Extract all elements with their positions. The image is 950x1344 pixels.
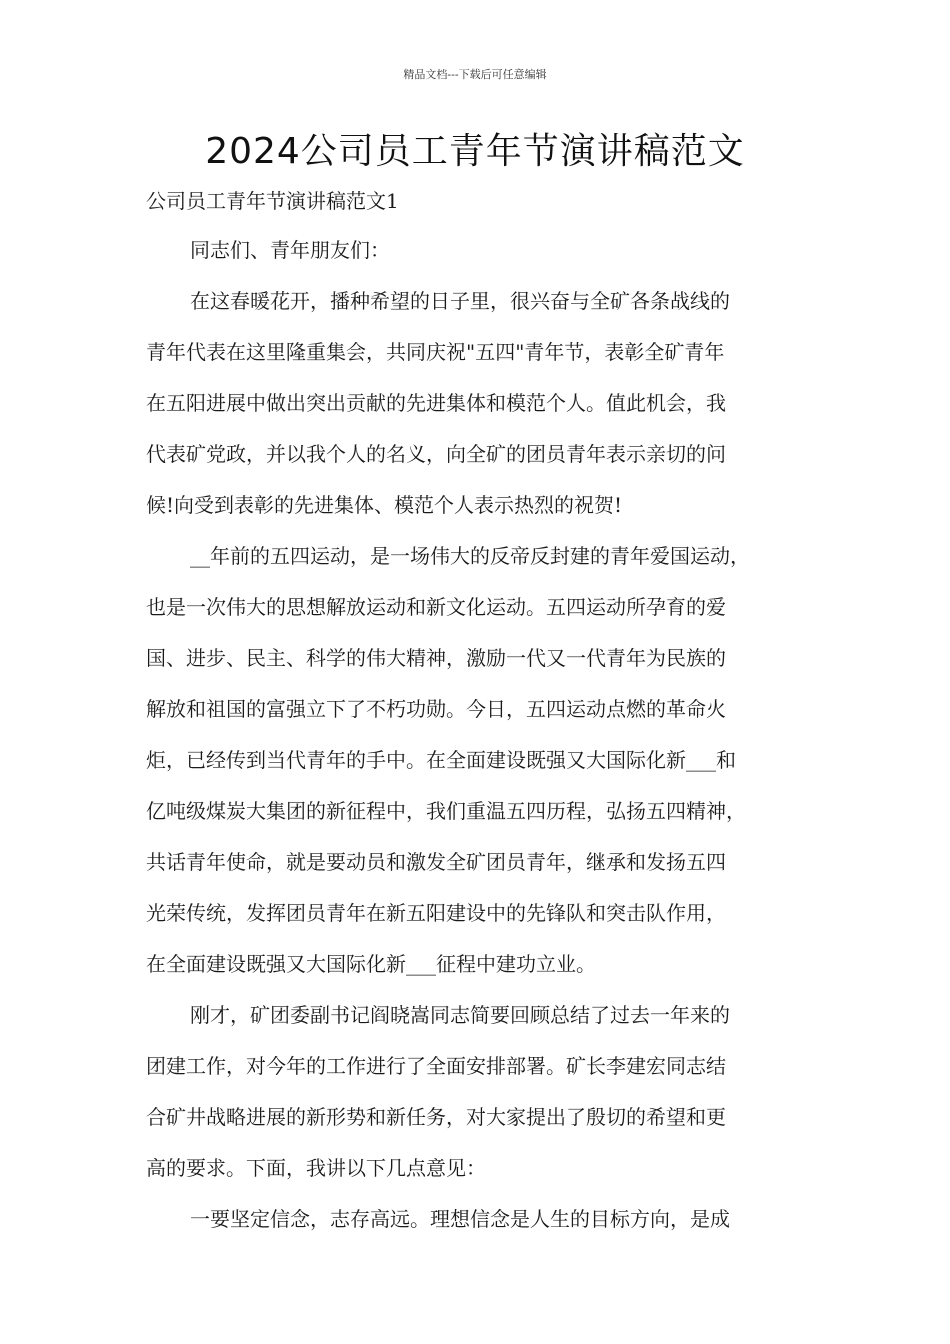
document-body	[146, 230, 826, 1250]
document-subtitle: 公司员工青年节演讲稿范文1	[146, 189, 399, 213]
document-header-note: 精品文档---下载后可任意编辑	[403, 68, 547, 81]
paragraph-line: 光荣传统，发挥团员青年在新五阳建设中的先锋队和突击队作用，	[146, 901, 726, 925]
paragraph-first-line: 同志们、青年朋友们：	[190, 238, 390, 262]
paragraph-line: 团建工作，对今年的工作进行了全面安排部署。矿长李建宏同志结	[146, 1054, 726, 1078]
paragraph-first-line: 刚才，矿团委副书记阎晓嵩同志简要回顾总结了过去一年来的	[190, 1003, 730, 1027]
paragraph-line: 也是一次伟大的思想解放运动和新文化运动。五四运动所孕育的爱	[146, 595, 726, 619]
paragraph-line: 合矿井战略进展的新形势和新任务，对大家提出了殷切的希望和更	[146, 1105, 726, 1129]
paragraph-first-line: __年前的五四运动，是一场伟大的反帝反封建的青年爱国运动，	[190, 544, 750, 568]
paragraph-line: 炬，已经传到当代青年的手中。在全面建设既强又大国际化新___和	[146, 748, 736, 772]
paragraph-line: 在全面建设既强又大国际化新___征程中建功立业。	[146, 952, 596, 976]
paragraph-line: 共话青年使命，就是要动员和激发全矿团员青年，继承和发扬五四	[146, 850, 726, 874]
paragraph-line: 候!向受到表彰的先进集体、模范个人表示热烈的祝贺!	[146, 493, 623, 517]
paragraph-line: 在五阳进展中做出突出贡献的先进集体和模范个人。值此机会，我	[146, 391, 726, 415]
paragraph-first-line: 在这春暖花开，播种希望的日子里，很兴奋与全矿各条战线的	[190, 289, 730, 313]
paragraph-first-line: 一要坚定信念，志存高远。理想信念是人生的目标方向，是成	[190, 1207, 730, 1231]
document-title: 2024公司员工青年节演讲稿范文	[205, 131, 745, 172]
paragraph-line: 解放和祖国的富强立下了不朽功勋。今日，五四运动点燃的革命火	[146, 697, 726, 721]
paragraph-line: 国、进步、民主、科学的伟大精神，激励一代又一代青年为民族的	[146, 646, 726, 670]
paragraph-line: 代表矿党政，并以我个人的名义，向全矿的团员青年表示亲切的问	[146, 442, 726, 466]
paragraph-line: 高的要求。下面，我讲以下几点意见：	[146, 1156, 486, 1180]
paragraph-line: 亿吨级煤炭大集团的新征程中，我们重温五四历程，弘扬五四精神，	[146, 799, 746, 823]
paragraph-line: 青年代表在这里隆重集会，共同庆祝"五四"青年节，表彰全矿青年	[146, 340, 725, 364]
